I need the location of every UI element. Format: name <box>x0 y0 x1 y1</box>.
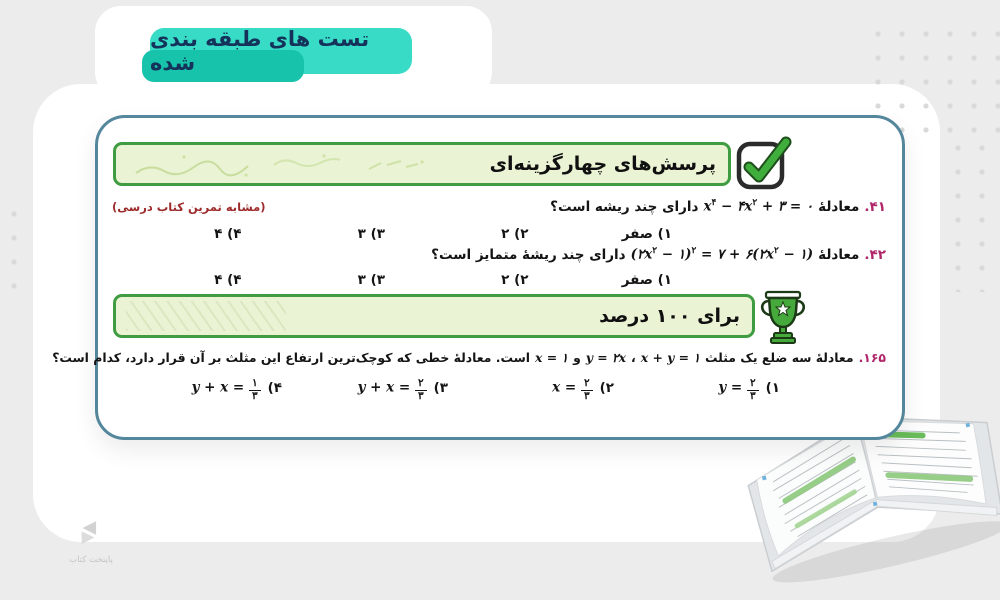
dot-grid-left <box>2 202 32 296</box>
q165-option-2: ۲) x = $\frac{۲}{۳}$ <box>552 377 614 402</box>
question-165 <box>52 350 886 365</box>
checkmark-icon <box>735 134 793 192</box>
question-165-options <box>98 376 902 400</box>
publisher-name: پایتخت کتاب <box>69 555 113 565</box>
for-100-percent-title: برای ۱۰۰ درصد <box>599 305 740 327</box>
publisher-watermark <box>48 520 134 565</box>
q42-option-1: ۱) صفر <box>621 272 672 288</box>
hatch-decoration <box>126 301 286 331</box>
q165-option-1: ۱) y = $\frac{۲}{۳}$ <box>718 377 780 402</box>
question-165-number: ۱۶۵. <box>858 350 886 365</box>
question-41-tail: دارای چند ریشه است؟ <box>550 198 699 215</box>
question-42-tail: دارای چند ریشهٔ متمایز است؟ <box>431 246 626 263</box>
pencil-scribbles-decoration <box>124 147 454 185</box>
q165-eq-2: y = ۲x <box>585 350 627 365</box>
q165-eq-1: x + y = ۱ <box>640 350 701 365</box>
question-41 <box>112 198 886 215</box>
q42-option-3: ۳) ۳ <box>357 272 385 288</box>
q165-option-3: ۳) y + x = $\frac{۲}{۳}$ <box>357 377 448 402</box>
trophy-icon <box>759 289 809 345</box>
category-badge <box>150 28 412 74</box>
question-41-options <box>98 226 902 242</box>
q165-separator-1: ، <box>631 350 636 365</box>
q42-option-2: ۲) ۲ <box>501 272 529 288</box>
q165-eq-3: x = ۱ <box>535 350 569 365</box>
q42-option-4: ۴) ۴ <box>214 272 242 288</box>
q41-option-1: ۱) صفر <box>621 226 672 242</box>
question-42-number: ۴۲. <box>864 246 886 263</box>
mcq-section-title: پرسش‌های چهارگزینه‌ای <box>489 153 716 175</box>
question-41-note: (مشابه تمرین کتاب درسی) <box>112 199 266 214</box>
q165-separator-2: و <box>573 350 581 365</box>
for-100-percent-banner <box>113 294 755 338</box>
mcq-section-banner <box>113 142 731 186</box>
q41-option-2: ۲) ۲ <box>501 226 529 242</box>
dot-grid-right <box>946 136 1000 292</box>
category-badge-label: تست های طبقه بندی شده <box>150 27 370 75</box>
question-41-number: ۴۱. <box>864 198 886 215</box>
publisher-logo-icon <box>74 520 108 548</box>
question-41-equation: $x^۴$ − $۴x^۲$ + ۳ = ۰ <box>703 198 814 215</box>
question-165-text-1: معادلهٔ سه ضلع یک مثلث <box>705 350 854 365</box>
question-42-equation: ($۲x^۲$ − ۱)$^۲$ = ۷ + $۶(۲x^۲$ − ۱) <box>630 246 814 263</box>
q165-option-4: ۴) y + x = $\frac{۱}{۳}$ <box>191 377 282 402</box>
q41-option-3: ۳) ۳ <box>357 226 385 242</box>
question-42-lead: معادلهٔ <box>818 246 860 263</box>
question-42-options <box>98 272 902 288</box>
question-42 <box>112 246 886 263</box>
question-165-text-2: است. معادلهٔ خطی که کوچک‌ترین ارتفاع این مثلث بر آن قرار دارد، کدام است؟ <box>52 350 531 365</box>
q41-option-4: ۴) ۴ <box>214 226 242 242</box>
question-41-lead: معادلهٔ <box>818 198 860 215</box>
test-card <box>52 115 905 440</box>
